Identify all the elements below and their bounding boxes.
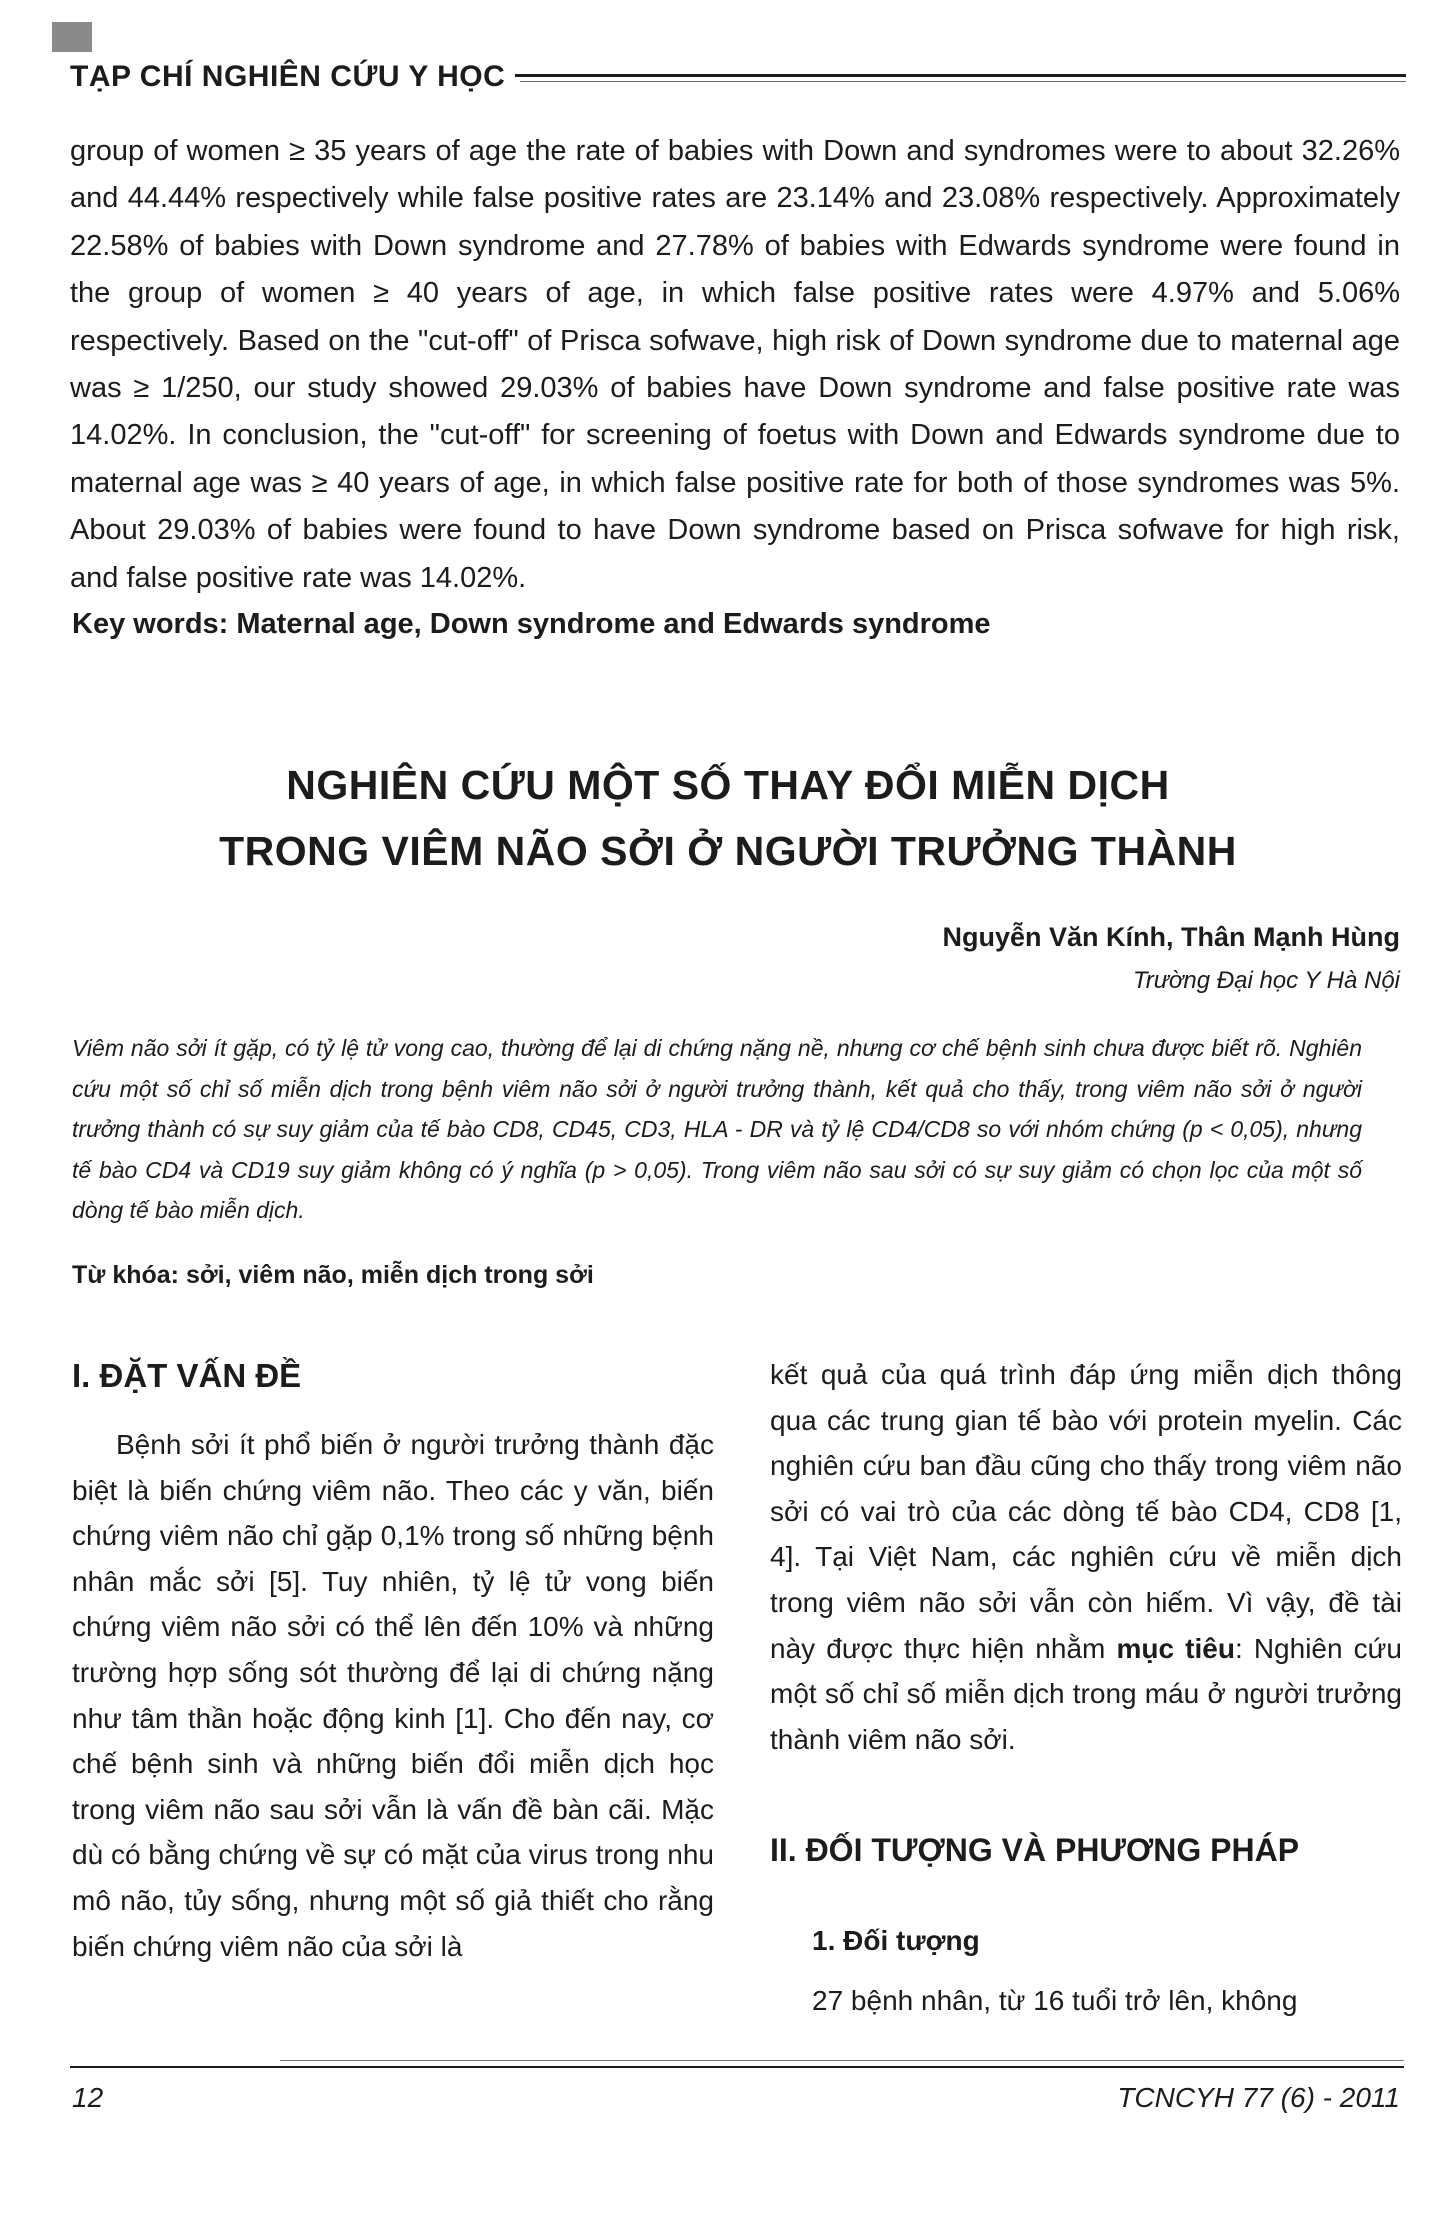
abstract-text: group of women ≥ 35 years of age the rate of babies with Down and syndromes were to about 32.26% and 44.44% respectively while false positive rates are 23.14% and 23.08% respectively. Approximately 22.58% of babies with Down syndrome and 27.78% of babies with Edwards syndrome were found in the group of women ≥ 40 years of age, in which false positive rates were 4.97% and 5.06% respectively. Based on the "cut-off" of Prisca sofwave, high risk of Down syndrome due to maternal age was ≥ 1/250, our study showed 29.03% of babies have Down syndrome and false positive rate was 14.02%. In conclusion, the "cut-off" for screening of foetus with Down and Edwards syndrome due to maternal age was ≥ 40 years of age, in which false positive rate for both of those syndromes was 5%. About 29.03% of babies were found to have Down syndrome based on Prisca sofwave for high risk, and false positive rate was 14.02%. (70, 135, 1400, 594)
vietnamese-keywords: Từ khóa: sởi, viêm não, miễn dịch trong sởi (72, 1261, 594, 1289)
article-title-line-2: TRONG VIÊM NÃO SỞI Ở NGƯỜI TRƯỞNG THÀNH (219, 828, 1237, 874)
left-column (72, 1422, 714, 1969)
header-rule-thin (520, 81, 1406, 82)
subsection-1-text: 27 bệnh nhân, từ 16 tuổi trở lên, không (812, 1985, 1298, 2016)
journal-issue: TCNCYH 77 (6) - 2011 (1117, 2082, 1400, 2113)
subsection-1-heading: 1. Đối tượng (812, 1925, 980, 1956)
english-abstract (70, 128, 1400, 602)
footer-rule-thin (280, 2060, 1404, 2061)
article-title-line-1: NGHIÊN CỨU MỘT SỐ THAY ĐỔI MIỄN DỊCH (286, 762, 1170, 808)
page-number: 12 (72, 2082, 104, 2113)
article-affiliation: Trường Đại học Y Hà Nội (1132, 967, 1400, 994)
article-title (100, 752, 1356, 884)
article-authors: Nguyễn Văn Kính, Thân Mạnh Hùng (942, 922, 1400, 952)
footer-rule (70, 2066, 1404, 2068)
continuation-text-b: : Nghiên cứu một số chỉ số miễn dịch trong máu ở người trưởng thành viêm não sởi. (770, 1632, 1402, 1755)
english-keywords: Key words: Maternal age, Down syndrome and Edwards syndrome (72, 608, 991, 640)
continuation-text-a: kết quả của quá trình đáp ứng miễn dịch thông qua các trung gian tế bào với protein myelin. Các nghiên cứu ban đầu cũng cho thấy trong viêm não sởi có vai trò của các dòng tế bào CD4, CD8 [1, 4]. Tại Việt Nam, các nghiên cứu về miễn dịch trong viêm não sởi vẫn còn hiếm. Vì vậy, đề tài này được thực hiện nhằm (770, 1359, 1402, 1664)
header-decoration (52, 22, 92, 52)
section-2-heading: II. ĐỐI TƯỢNG VÀ PHƯƠNG PHÁP (770, 1832, 1300, 1868)
section-1-heading: I. ĐẶT VẤN ĐỀ (72, 1357, 302, 1394)
vietnamese-summary: Viêm não sởi ít gặp, có tỷ lệ tử vong cao, thường để lại di chứng nặng nề, nhưng cơ chế bệnh sinh chưa được biết rõ. Nghiên cứu một số chỉ số miễn dịch trong bệnh viêm não sởi ở người trưởng thành, kết quả cho thấy, trong viêm não sởi ở người trưởng thành có sự suy giảm của tế bào CD8, CD45, CD3, HLA - DR và tỷ lệ CD4/CD8 so với nhóm chứng (p < 0,05), nhưng tế bào CD4 và CD19 suy giảm không có ý nghĩa (p > 0,05). Trong viêm não sau sởi có sự suy giảm có chọn lọc của một số dòng tế bào miễn dịch. (72, 1035, 1362, 1223)
section-1-paragraph: Bệnh sởi ít phổ biến ở người trưởng thành đặc biệt là biến chứng viêm não. Theo các y văn, biến chứng viêm não chỉ gặp 0,1% trong số những bệnh nhân mắc sởi [5]. Tuy nhiên, tỷ lệ tử vong biến chứng viêm não sởi có thể lên đến 10% và những trường hợp sống sót thường để lại di chứng nặng như tâm thần hoặc động kinh [1]. Cho đến nay, cơ chế bệnh sinh và những biến đổi miễn dịch học trong viêm não sau sởi vẫn là vấn đề bàn cãi. Mặc dù có bằng chứng về sự có mặt của virus trong nhu mô não, tủy sống, nhưng một số giả thiết cho rằng biến chứng viêm não của sởi là (72, 1429, 714, 1962)
journal-header-title: TẠP CHÍ NGHIÊN CỨU Y HỌC (70, 60, 515, 94)
right-column (770, 1352, 1402, 1762)
objective-label: mục tiêu (1116, 1632, 1235, 1664)
section-1-continuation (770, 1352, 1402, 1762)
